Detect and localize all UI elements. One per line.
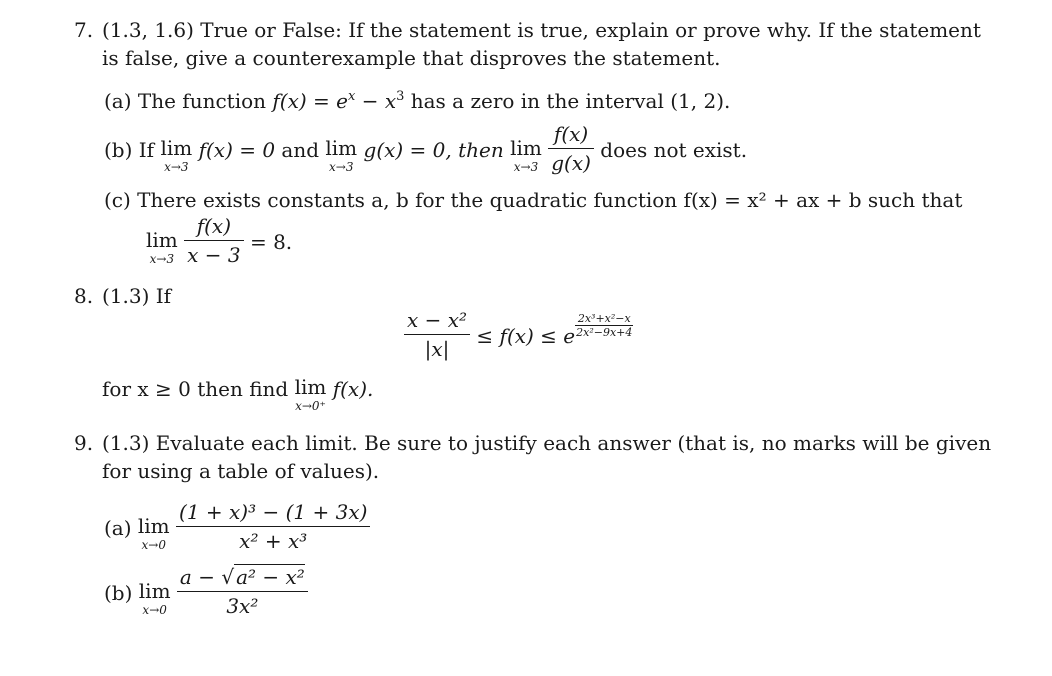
limit-expression: f(x). <box>332 377 374 401</box>
question-7b <box>104 122 747 175</box>
statement-text-end: has a zero in the interval (1, 2). <box>410 89 731 113</box>
limit: lim x→0 <box>137 514 170 552</box>
statement-text: There exists constants a, b for the quadratic function f(x) = x² + ax + b such that <box>137 188 963 212</box>
statement-text: The function <box>137 89 267 113</box>
question-8-number: 8. <box>74 284 94 308</box>
limit-1: lim x→3 <box>160 136 193 174</box>
exponent-fraction: $\frac{\text{2x³+x²−x}}{\text{2x²−9x+4}}$ <box>576 312 633 339</box>
question-7-number: 7. <box>74 18 94 42</box>
lhs-fraction: $\frac{\text{x − x²}}{|x|}$ <box>404 308 470 361</box>
if-word: If <box>138 138 155 162</box>
question-9a <box>104 500 370 553</box>
gx-equation: g(x) = 0, then <box>363 138 504 162</box>
item-label: (c) <box>104 188 131 212</box>
question-7-line-1: (1.3, 1.6) True or False: If the statement is true, explain or prove why. If the statement <box>102 18 981 42</box>
equals-8: = 8. <box>249 230 293 254</box>
limit-fraction: $\frac{\text{(1 + x)³ − (1 + 3x)}}{\text{x² + x³}}$ <box>176 500 370 553</box>
question-7c-line-2 <box>146 214 292 267</box>
and-word: and <box>281 138 320 162</box>
question-9-line-1: (1.3) Evaluate each limit. Be sure to justify each answer (that is, no marks will be given <box>102 431 992 455</box>
function-expression: $f(x) = e^x - x^3$ <box>272 89 405 113</box>
does-not-exist-text: does not exist. <box>600 138 748 162</box>
question-9-number: 9. <box>74 431 94 455</box>
question-7-line-2: is false, give a counterexample that disproves the statement. <box>102 46 721 70</box>
item-label: (a) <box>104 516 132 540</box>
limit: lim x→3 <box>146 228 178 266</box>
item-label: (b) <box>104 138 133 162</box>
item-label: (b) <box>104 581 133 605</box>
inequality-middle: ≤ f(x) ≤ e <box>476 324 576 348</box>
question-8-inequality <box>404 308 633 361</box>
question-7a <box>104 89 730 113</box>
question-9-line-2: for using a table of values). <box>102 459 380 483</box>
question-8-lead: (1.3) If <box>102 284 172 308</box>
fx-equation: f(x) = 0 <box>198 138 276 162</box>
question-9b <box>104 565 308 618</box>
question-7c-line-1 <box>104 188 962 212</box>
for-text: for x ≥ 0 then find <box>102 377 289 401</box>
limit: lim x→0⁺ <box>294 375 327 413</box>
limit-3: lim x→3 <box>510 136 542 174</box>
fraction-f-over-x-minus-3: $\frac{f(x)}{x - 3}$ <box>184 214 243 267</box>
question-8-find <box>102 377 373 412</box>
limit-fraction: $\frac{\text{a − √ a² − x²}}{\text{3x²}}$ <box>177 565 308 618</box>
limit-2: lim x→3 <box>325 136 358 174</box>
fraction-f-over-g: $\frac{f(x)}{g(x)}$ <box>548 122 594 175</box>
limit: lim x→0 <box>138 579 171 617</box>
item-label: (a) <box>104 89 132 113</box>
